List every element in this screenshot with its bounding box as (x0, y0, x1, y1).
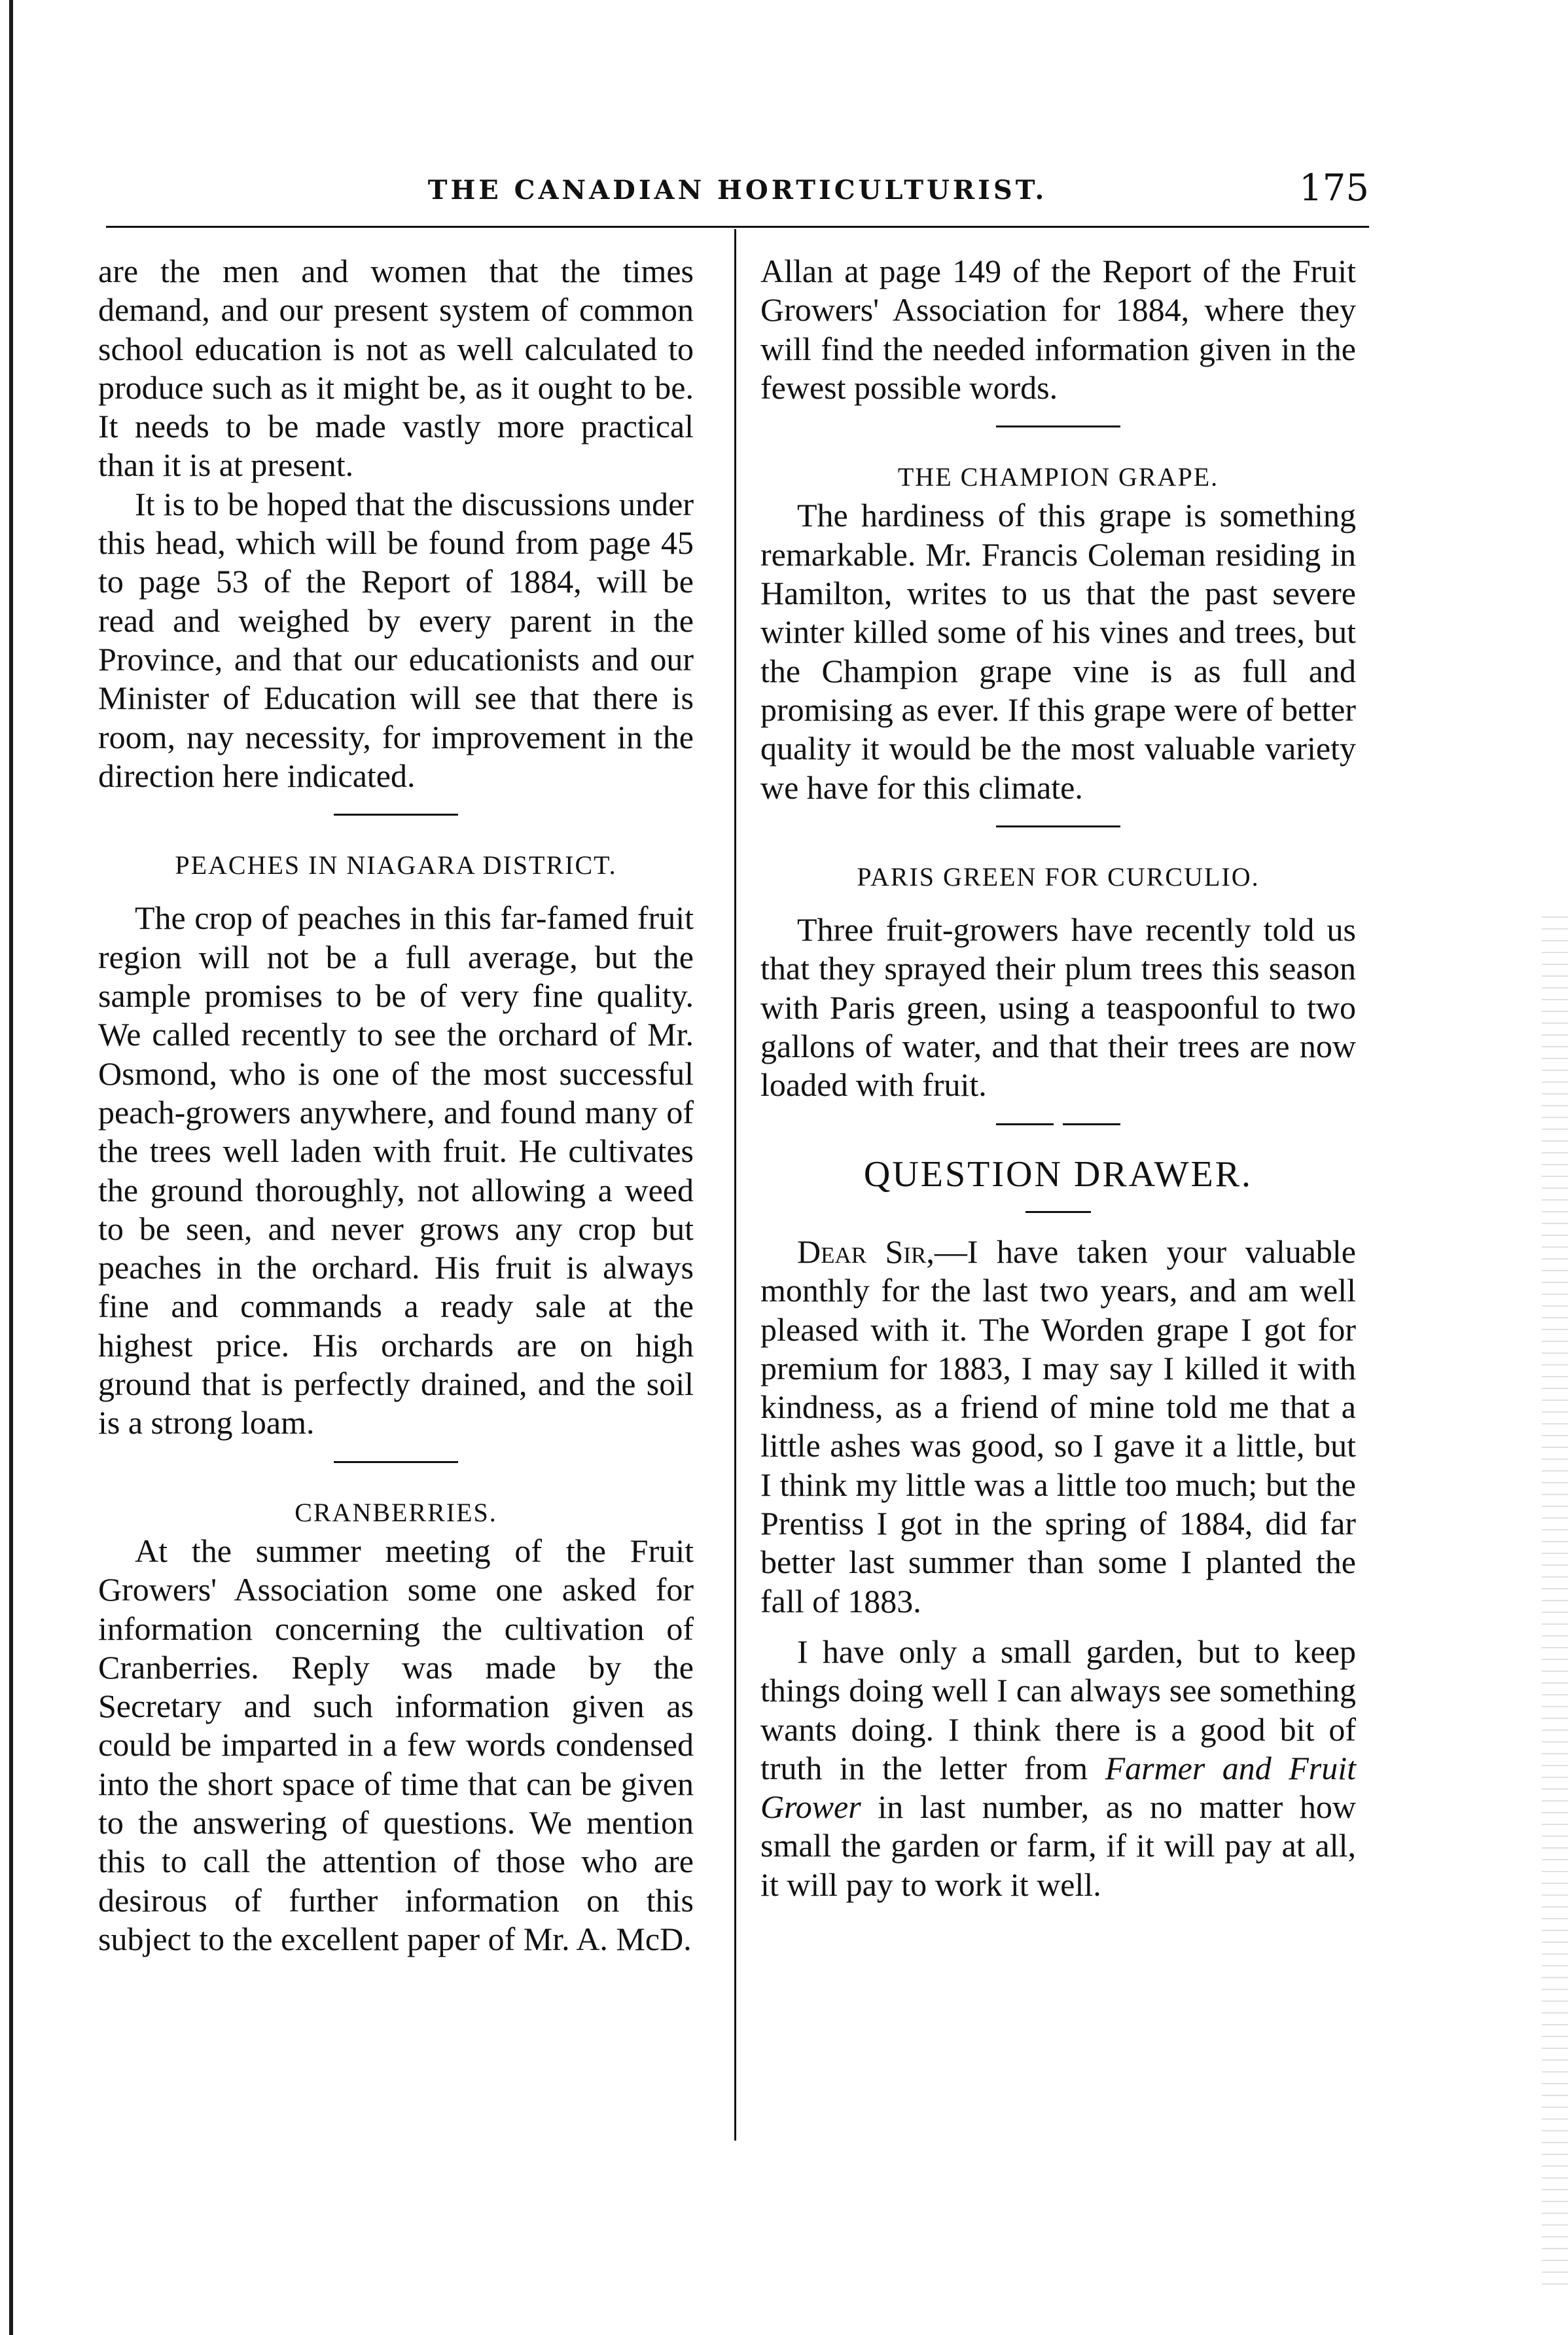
page-number: 175 (1299, 167, 1369, 209)
paris-green-paragraph: Three fruit-growers have recently told us that they sprayed their plum trees this season with Paris green, using a teaspoonful to two gallons of water, and that their trees are now loaded with fruit. (760, 911, 1356, 1104)
running-head (106, 167, 1369, 219)
right-column (760, 252, 1356, 1904)
section-separator (334, 814, 458, 816)
letter-paragraph (760, 1233, 1356, 1621)
peaches-heading: PEACHES IN NIAGARA DISTRICT. (175, 850, 617, 880)
letter-salutation: Dear Sir, (797, 1233, 935, 1270)
paris-green-heading: PARIS GREEN FOR CURCULIO. (857, 861, 1260, 892)
champion-heading: THE CHAMPION GRAPE. (897, 462, 1219, 492)
letter-body: I have only a small garden, but to keep things doing well I can always see something wants doing. I think there is a good bit of truth in the letter from (760, 1633, 1356, 1786)
column-divider (734, 229, 736, 2141)
continued-paragraph: are the men and women that the times demand, and our present system of common school education is not as well calculated to produce such as it might be, as it ought to be. It needs to be made vastly more practical than it is at present. (98, 253, 694, 484)
left-column (98, 252, 694, 1959)
section-separator (996, 425, 1120, 427)
cited-letter-title: Farmer and Fruit Grower (760, 1749, 1357, 1826)
letter-body: in last number, as no matter how small the garden or farm, if it will pay at all, it will pay to work it well. (760, 1788, 1356, 1903)
header-rule (106, 226, 1369, 228)
peaches-paragraph: The crop of peaches in this far-famed fruit region will not be a full average, but the sample promises to be of very fine quality. We called recently to see the orchard of Mr. Osmond, who is one of the most successful peach-growers anywhere, and found many of the trees well laden with fruit. He cultivates the ground thoroughly, not allowing a weed to be seen, and never grows any crop but peaches in the orchard. His fruit is always fine and commands a ready sale at the highest price. His orchards are on high ground that is perfectly drained, and the soil is a strong loam. (98, 899, 694, 1441)
short-separator (1025, 1211, 1091, 1213)
journal-title: THE CANADIAN HORTICULTURIST. (427, 175, 1048, 206)
continued-paragraph: Allan at page 149 of the Report of the Fruit Growers' Association for 1884, where they will find the needed information given in the fewest possible words. (760, 253, 1356, 406)
double-separator (996, 1123, 1120, 1125)
education-paragraph: It is to be hoped that the discussions under this head, which will be found from page 45 to page 53 of the Report of 1884, will be read and weighed by every parent in the Province, and that our educationists and our Minister of Education will see that there is room, nay necessity, for improvement in the direction here indicated. (98, 485, 694, 794)
section-separator (996, 825, 1120, 827)
scan-edge-speckle (1542, 916, 1568, 2291)
letter-body: —I have taken your valuable monthly for the last two years, and am well pleased with it. The Worden grape I got for premium for 1883, I may say I killed it with kindness, as a friend of mine told me that a little ashes was good, so I gave it a little, but I think my little was a little too much; but the Prentiss I got in the spring of 1884, did far better last summer than some I planted the fall of 1883. (760, 1233, 1356, 1620)
scan-edge-shadow (9, 0, 13, 2335)
cranberries-heading: CRANBERRIES. (294, 1497, 497, 1527)
champion-paragraph: The hardiness of this grape is something remarkable. Mr. Francis Coleman residing in Hamilton, writes to us that the past severe winter killed some of his vines and trees, but the Champion grape vine is as full and promising as ever. If this grape were of better quality it would be the most valuable variety we have for this climate. (760, 497, 1356, 806)
section-separator (334, 1461, 458, 1463)
cranberries-paragraph: At the summer meeting of the Fruit Growers' Association some one asked for information concerning the cultivation of Cranberries. Reply was made by the Secretary and such information given as could be imparted in a few words condensed into the short space of time that can be given to the answering of questions. We mention this to call the attention of those who are desirous of further information on this subject to the excellent paper of Mr. A. McD. (98, 1532, 694, 1957)
letter-paragraph (760, 1633, 1356, 1904)
question-drawer-heading: QUESTION DRAWER. (863, 1153, 1253, 1195)
